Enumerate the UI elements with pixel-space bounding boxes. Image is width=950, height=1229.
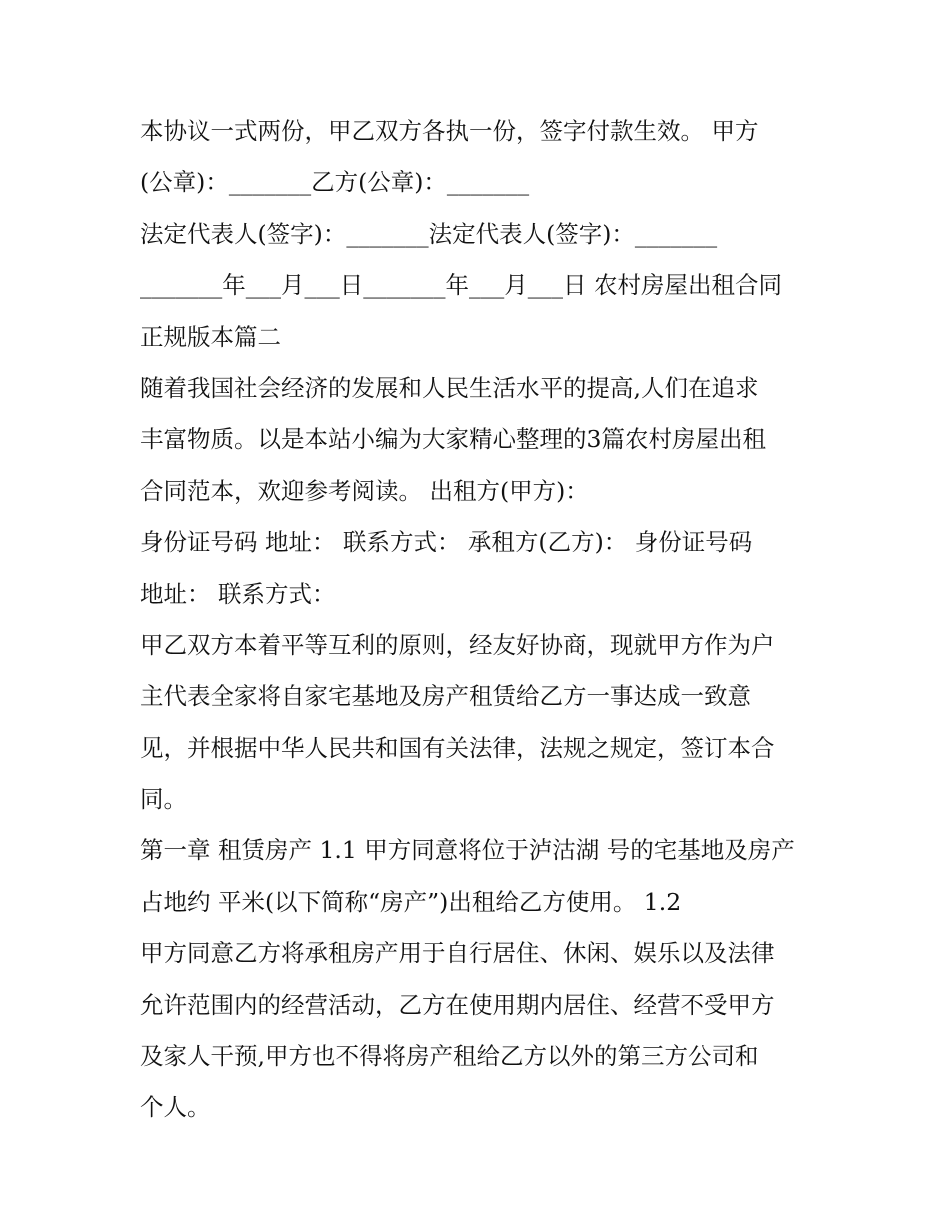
text-line: (公章)：_______乙方(公章)：_______ [140, 168, 530, 197]
text-line: 随着我国社会经济的发展和人民生活水平的提高,人们在追求 [140, 373, 759, 402]
text-line: 甲方同意乙方将承租房产用于自行居住、休闲、娱乐以及法律 [140, 939, 775, 968]
text-line: 同。 [140, 785, 187, 814]
text-line: 本协议一式两份，甲乙双方各执一份，签字付款生效。 甲方 [140, 117, 759, 145]
text-line: 占地约 平米(以下简称“房产”)出租给乙方使用。 1.2 [140, 887, 682, 916]
text-line: 身份证号码 地址： 联系方式： 承租方(乙方)： 身份证号码 [140, 528, 753, 557]
text-line: 甲乙双方本着平等互利的原则，经友好协商，现就甲方作为户 [140, 630, 775, 659]
text-line: 合同范本，欢迎参考阅读。 出租方(甲方)： [140, 476, 589, 505]
text-line: 法定代表人(签字)：_______法定代表人(签字)：_______ [140, 219, 718, 248]
text-line: _______年___月___日_______年___月___日 农村房屋出租合同 [140, 271, 782, 300]
text-line: 及家人干预,甲方也不得将房产租给乙方以外的第三方公司和 [140, 1042, 759, 1071]
text-line: 地址： 联系方式： [140, 579, 336, 608]
section-heading: 正规版本篇二 [140, 322, 281, 351]
text-line: 第一章 租赁房产 1.1 甲方同意将位于泸沽湖 号的宅基地及房产 [140, 836, 795, 865]
document-body [140, 106, 830, 1134]
text-line: 允许范围内的经营活动，乙方在使用期内居住、经营不受甲方 [140, 990, 775, 1019]
text-line: 个人。 [140, 1093, 211, 1122]
text-line: 主代表全家将自家宅基地及房产租赁给乙方一事达成一致意 [140, 682, 751, 711]
text-line: 丰富物质。以是本站小编为大家精心整理的3篇农村房屋出租 [140, 425, 766, 454]
text-line: 见，并根据中华人民共和国有关法律，法规之规定，签订本合 [140, 733, 775, 762]
